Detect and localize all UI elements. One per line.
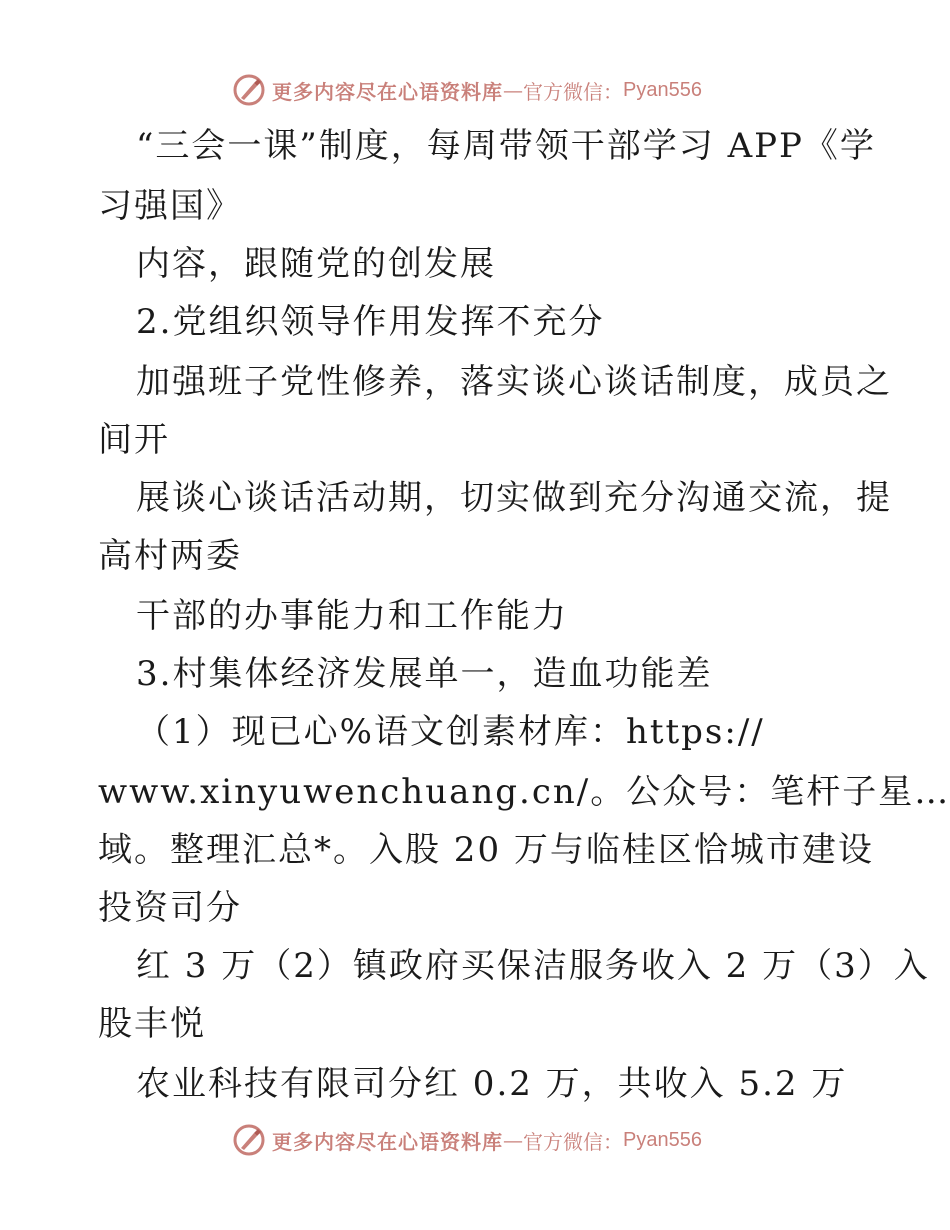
- body-line: 干部的办事能力和工作能力: [136, 596, 568, 636]
- body-line: www.xinyuwenchuang.cn/。公众号：笔杆子星…: [98, 772, 950, 812]
- banner-wechat-label: 官方微信：: [523, 1129, 623, 1154]
- banner-dash: —: [503, 78, 523, 102]
- pen-logo-icon: [232, 1123, 266, 1157]
- body-line: “三会一课”制度，每周带领干部学习 APP《学: [136, 126, 876, 166]
- body-line: 股丰悦: [98, 1004, 206, 1044]
- body-line: 展谈心谈话活动期，切实做到充分沟通交流，提: [136, 478, 892, 518]
- body-line: （1）现已心%语文创素材库：https://: [136, 712, 765, 752]
- body-line: 域。整理汇总*。入股 20 万与临桂区恰城市建设: [98, 830, 874, 870]
- footer-banner: [232, 1122, 702, 1158]
- banner-wechat-id: Pyan556: [623, 78, 702, 101]
- banner-wechat-label: 官方微信：: [523, 79, 623, 104]
- banner-dash: —: [503, 1128, 523, 1152]
- body-line: 2.党组织领导作用发挥不充分: [136, 302, 605, 342]
- body-line: 农业科技有限司分红 0.2 万，共收入 5.2 万: [136, 1064, 848, 1104]
- body-line: 加强班子党性修养，落实谈心谈话制度，成员之: [136, 362, 892, 402]
- body-line: 内容，跟随党的创发展: [136, 244, 496, 284]
- banner-brand-text: 更多内容尽在心语资料库: [272, 1129, 503, 1154]
- body-line: 红 3 万（2）镇政府买保洁服务收入 2 万（3）入: [136, 946, 930, 986]
- body-line: 3.村集体经济发展单一，造血功能差: [136, 654, 713, 694]
- header-banner: [232, 72, 702, 108]
- pen-logo-icon: [232, 73, 266, 107]
- body-line: 高村两委: [98, 536, 242, 576]
- body-line: 间开: [98, 420, 170, 460]
- banner-brand-text: 更多内容尽在心语资料库: [272, 79, 503, 104]
- body-line: 习强国》: [98, 186, 242, 226]
- body-line: 投资司分: [98, 888, 242, 928]
- banner-wechat-id: Pyan556: [623, 1128, 702, 1151]
